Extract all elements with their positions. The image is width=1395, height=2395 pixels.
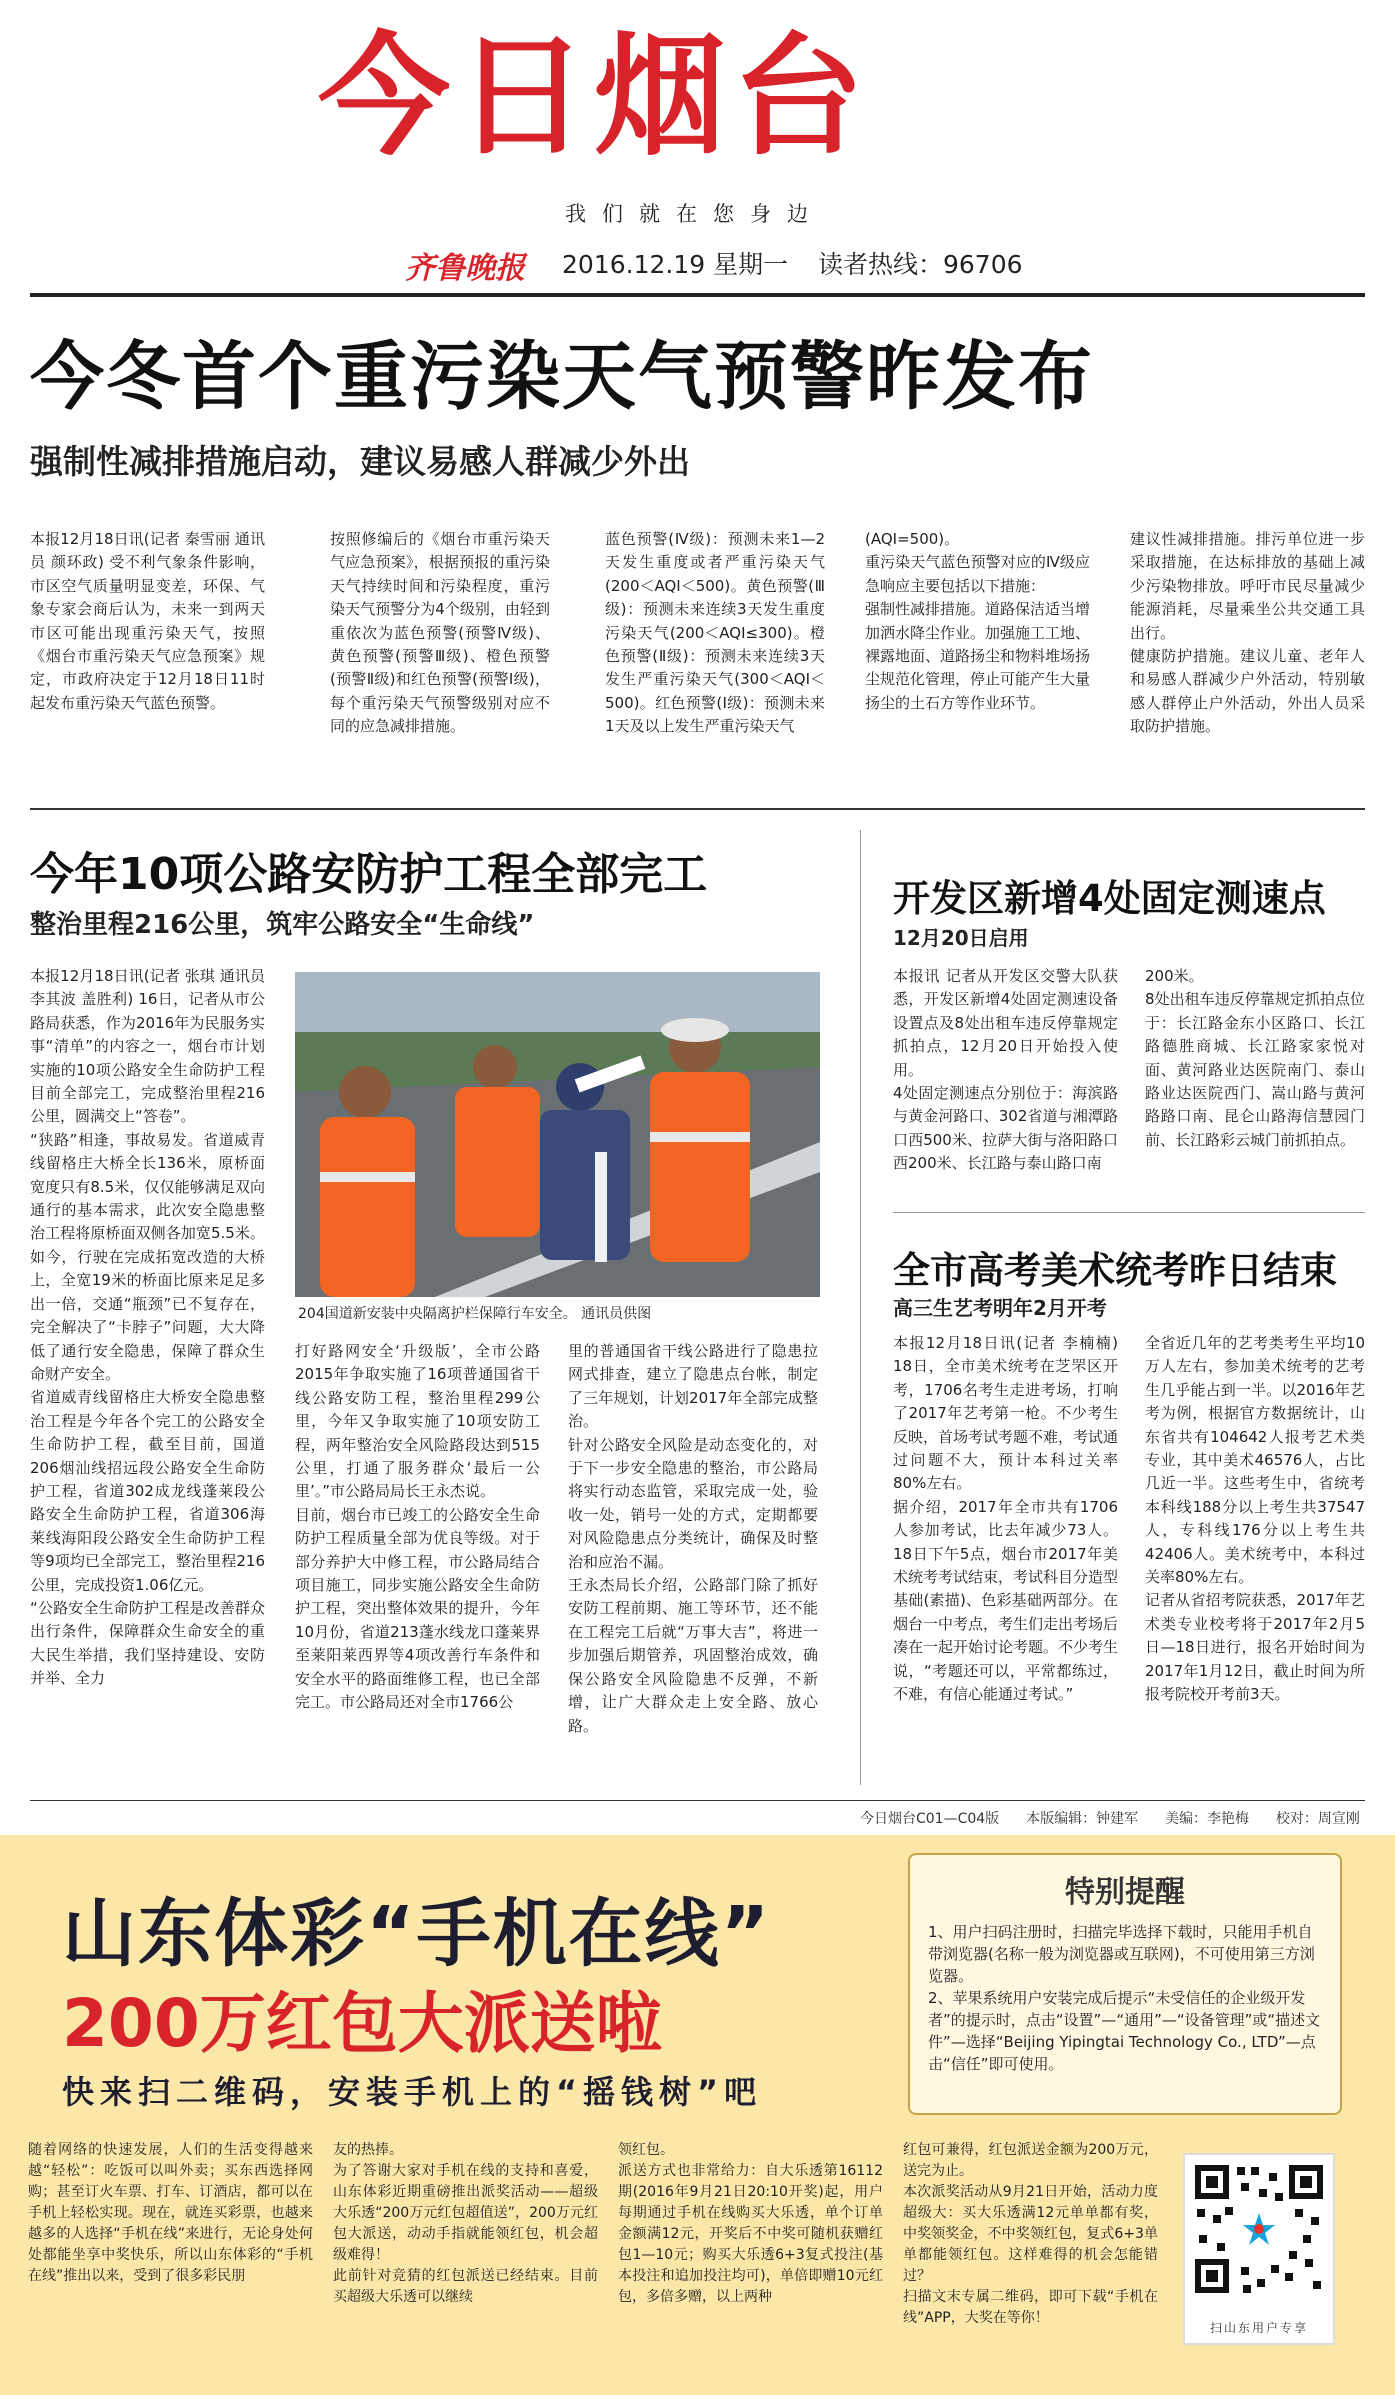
speed-divider bbox=[893, 1212, 1365, 1213]
art-col-1: 本报12月18日讯(记者 李楠楠) 18日，全市美术统考在芝罘区开考，1706名考生走进考场，打响了2017年艺考第一枪。不少考生反映，首场考试考题不难，考试通过问题不大，预计本科过关率80%左右。 据介绍，2017年全市共有1706人参加考试，比去年减少73人。18日下午5点，烟台市2017年美术统考考试结束，考试科目分造型基础(素描)、色彩基础两部分。在烟台一中考点，考生们走出考场后凑在一起开始讨论考题。不少考生说，“考题还可以，平常都练过，不难，有信心能通过考试。” bbox=[893, 1334, 1118, 1704]
qr-code[interactable] bbox=[1183, 2153, 1335, 2345]
special-notice-box bbox=[908, 1853, 1342, 2115]
art-col-2: 全省近几年的艺考类考生平均10万人左右，参加美术统考的艺考生几乎能占到一半。以2016年艺考为例，根据官方数据统计，山东省共有104642人报考艺术类专业，其中美术46576人，占比几近一半。这些考生中，省统考本科线188分以上考生共37547人，专科线176分以上考生共42406人。美术统考中，本科过关率80%左右。 记者从省招考院获悉，2017年艺术类专业校考将于2017年2月5日—18日进行，报名开始时间为2017年1月12日，截止时间为所报考院校开考前3天。 bbox=[1145, 1334, 1365, 1704]
road-headline: 今年10项公路安防护工程全部完工 bbox=[30, 849, 708, 900]
masthead-slogan: 我们就在您身边 bbox=[565, 202, 824, 226]
speed-subhead: 12月20日启用 bbox=[893, 926, 1029, 950]
footer-rule bbox=[30, 1800, 1365, 1801]
speed-headline: 开发区新增4处固定测速点 bbox=[893, 877, 1326, 920]
art-headline: 全市高考美术统考昨日结束 bbox=[893, 1249, 1337, 1292]
reader-hotline: 读者热线：96706 bbox=[818, 250, 1023, 279]
qr-code-icon bbox=[1185, 2155, 1333, 2315]
art-subhead: 高三生艺考明年2月开考 bbox=[893, 1296, 1107, 1320]
speed-col-2: 200米。 8处出租车违反停靠规定抓拍点位于：长江路金东小区路口、长江路德胜商城、长江路家家悦对面、黄河路业达医院南门、泰山路业达医院西门、嵩山路与黄河路路口南、昆仑山路海信慧园门前、长江路彩云城门前抓拍点。 bbox=[1145, 967, 1365, 1149]
lead-col-2: 按照修编后的《烟台市重污染天气应急预案》，根据预报的重污染天气持续时间和污染程度，重污染天气预警分为4个级别，由轻到重依次为蓝色预警(预警Ⅳ级)、黄色预警(预警Ⅲ级)、橙色预警(预警Ⅱ级)和红色预警(预警Ⅰ级)，每个重污染天气预警级别对应不同的应急减排措施。 bbox=[330, 530, 550, 736]
lead-headline: 今冬首个重污染天气预警昨发布 bbox=[30, 334, 1094, 420]
road-subhead: 整治里程216公里，筑牢公路安全“生命线” bbox=[30, 910, 535, 940]
ad-col-4: 红包可兼得，红包派送金额为200万元，送完为止。 本次派奖活动从9月21日开始，活动力度超级大：买大乐透满12元单单都有奖，中奖领奖金，不中奖领红包，复式6+3单单都能领红包。这样难得的机会怎能错过？ 扫描文末专属二维码，即可下载“手机在线”APP，大奖在等你！ bbox=[903, 2142, 1158, 2326]
ad-title: 山东体彩“手机在线” bbox=[62, 1891, 772, 1977]
road-photo bbox=[295, 972, 820, 1297]
ad-col-3: 领红包。 派送方式也非常给力：自大乐透第16112期(2016年9月21日20:10开奖)起，用户每期通过手机在线购买大乐透，单个订单金额满12元，开奖后不中奖可随机获赠红包1—10元；购买大乐透6+3复式投注(基本投注和追加投注均可)，单倍即赠10元红包，多倍多赠，以上两种 bbox=[618, 2142, 883, 2305]
dateline bbox=[562, 245, 1023, 281]
brand-logo: 齐鲁晚报 bbox=[405, 251, 525, 286]
lead-col-3: 蓝色预警(Ⅳ级)：预测未来1—2天发生重度或者严重污染天气(200＜AQI＜500)。黄色预警(Ⅲ级)：预测未来连续3天发生重度污染天气(200＜AQI≤300)。橙色预警(Ⅱ级)：预测未来连续3天发生严重污染天气(300＜AQI＜500)。红色预警(Ⅰ级)：预测未来1天及以上发生严重污染天气 bbox=[605, 530, 825, 736]
ad-col-2: 友的热捧。 为了答谢大家对手机在线的支持和喜爱，山东体彩近期重磅推出派奖活动——超级大乐透“200万元红包超值送”，200万元红包大派送，动动手指就能领红包，机会超级难得！ 此前针对竞猜的红包派送已经结束。目前买超级大乐透可以继续 bbox=[333, 2142, 598, 2305]
footer-section: 今日烟台C01—C04版 bbox=[860, 1811, 1000, 1827]
page-footer bbox=[860, 1808, 1360, 1828]
notice-body: 1、用户扫码注册时，扫描完毕选择下载时，只能用手机自带浏览器(名称一般为浏览器或互联网)，不可使用第三方浏览器。 2、苹果系统用户安装完成后提示“未受信任的企业级开发者”的提示时，点击“设置”—“通用”—“设备管理”或“描述文件”—选择“Beijing Yipingtai Technology Co., LTD”—点击“信任”即可使用。 bbox=[928, 1923, 1321, 2073]
road-photo-caption: 204国道新安装中央隔离护栏保障行车安全。 通讯员供图 bbox=[298, 1306, 652, 1322]
ad-col-1: 随着网络的快速发展，人们的生活变得越来越“轻松”：吃饭可以叫外卖；买东西选择网购；甚至订火车票、打车、订酒店，都可以在手机上轻松实现。现在，就连买彩票，也越来越多的人选择“手机在线”来进行，无论身处何处都能坐享中奖快乐，所以山东体彩的“手机在线”推出以来，受到了很多彩民朋 bbox=[28, 2142, 313, 2284]
workers-photo-illustration bbox=[295, 972, 820, 1297]
road-col-3: 里的普通国省干线公路进行了隐患拉网式排查，建立了隐患点台帐，制定了三年规划，计划2017年全部完成整治。 针对公路安全风险是动态变化的，对于下一步安全隐患的整治，市公路局将实行动态监管，采取完成一处，验收一处，销号一处的方式，定期都要对风险隐患点分类统计，确保及时整治和应治不漏。 王永杰局长介绍，公路部门除了抓好安防工程前期、施工等环节，还不能在工程完工后就“万事大吉”，将进一步加强后期管养，巩固整治成效，确保公路安全风险隐患不反弹，不新增，让广大群众走上安全路、放心路。 bbox=[568, 1342, 818, 1735]
masthead-title: 今日烟台 bbox=[318, 20, 870, 174]
section-divider bbox=[30, 808, 1365, 810]
footer-designer: 美编：李艳梅 bbox=[1165, 1811, 1249, 1827]
ad-subtitle: 快来扫二维码，安装手机上的“摇钱树”吧 bbox=[62, 2073, 763, 2111]
column-divider bbox=[860, 830, 861, 1785]
notice-title: 特别提醒 bbox=[1065, 1875, 1185, 1910]
footer-proofreader: 校对：周宣刚 bbox=[1275, 1811, 1360, 1827]
lead-col-5: 建议性减排措施。排污单位进一步采取措施，在达标排放的基础上减少污染物排放。呼吁市民尽量减少能源消耗，尽量乘坐公共交通工具出行。 健康防护措施。建议儿童、老年人和易感人群减少户外活动，特别敏感人群停止户外活动，外出人员采取防护措施。 bbox=[1130, 530, 1365, 736]
footer-editor: 本版编辑：钟建军 bbox=[1026, 1811, 1139, 1827]
speed-col-1: 本报讯 记者从开发区交警大队获悉，开发区新增4处固定测速设备设置点及8处出租车违反停靠规定抓拍点，12月20日开始投入使用。 4处固定测速点分别位于：海滨路与黄金河路口、302省道与湘潭路口西500米、拉萨大街与洛阳路口西200米、长江路与泰山路口南 bbox=[893, 967, 1118, 1173]
qr-caption: 扫山东用户专享 bbox=[1209, 2321, 1308, 2335]
road-col-1: 本报12月18日讯(记者 张琪 通讯员 李其波 盖胜利) 16日，记者从市公路局获悉，作为2016年为民服务实事“清单”的内容之一，烟台市计划实施的10项公路安全生命防护工程目前全部完工，完成整治里程216公里，圆满交上“答卷”。 “狭路”相逢，事故易发。省道威青线留格庄大桥全长136米，原桥面宽度只有8.5米，仅仅能够满足双向通行的基本需求，此次安全隐患整治工程将原桥面双侧各加宽5.5米。如今，行驶在完成拓宽改造的大桥上，全宽19米的桥面比原来足足多出一倍，交通“瓶颈”已不复存在，完全解决了“卡脖子”问题，大大降低了通行安全隐患，保障了群众生命财产安全。 省道威青线留格庄大桥安全隐患整治工程是今年各个完工的公路安全生命防护工程，截至目前，国道206烟汕线招远段公路安全生命防护工程，省道302成龙线蓬莱段公路安全生命防护工程，省道306海莱线海阳段公路安全生命防护工程等9项均已全部完工，整治里程216公里，完成投资1.06亿元。 “公路安全生命防护工程是改善群众出行条件，保障群众生命安全的重大民生举措，我们坚持建设、安防并举、全力 bbox=[30, 967, 265, 1688]
masthead-rule bbox=[30, 293, 1365, 297]
issue-date: 2016.12.19 星期一 bbox=[562, 250, 789, 279]
ad-title-red: 200万红包大派送啦 bbox=[62, 1985, 662, 2062]
lead-subhead: 强制性减排措施启动，建议易感人群减少外出 bbox=[30, 442, 690, 481]
road-col-2: 打好路网安全‘升级版’，全市公路2015年争取实施了16项普通国省干线公路安防工程，整治里程299公里，今年又争取实施了10项安防工程，两年整治安全风险路段达到515公里，打通了服务群众‘最后一公里’。”市公路局局长王永杰说。 目前，烟台市已竣工的公路安全生命防护工程质量全部为优良等级。对于部分养护大中修工程，市公路局结合项目施工，同步实施公路安全生命防护工程，突出整体效果的提升，今年10月份，省道213蓬水线龙口蓬莱界至莱阳莱西界等4项改善行车条件和安全水平的路面维修工程，也已全部完工。市公路局还对全市1766公 bbox=[295, 1342, 540, 1712]
lead-col-1: 本报12月18日讯(记者 秦雪丽 通讯员 颜环政) 受不利气象条件影响，市区空气质量明显变差，环保、气象专家会商后认为，未来一到两天市区可能出现重污染天气，按照《烟台市重污染天气应急预案》规定，市政府决定于12月18日11时起发布重污染天气蓝色预警。 bbox=[30, 530, 265, 712]
lottery-advertisement bbox=[0, 1835, 1395, 2395]
lead-col-4: (AQI=500)。 重污染天气蓝色预警对应的Ⅳ级应急响应主要包括以下措施： 强制性减排措施。道路保洁适当增加洒水降尘作业。加强施工工地、裸露地面、道路扬尘和物料堆场扬尘规范化管理，停止可能产生大量扬尘的土石方等作业环节。 bbox=[865, 530, 1090, 712]
